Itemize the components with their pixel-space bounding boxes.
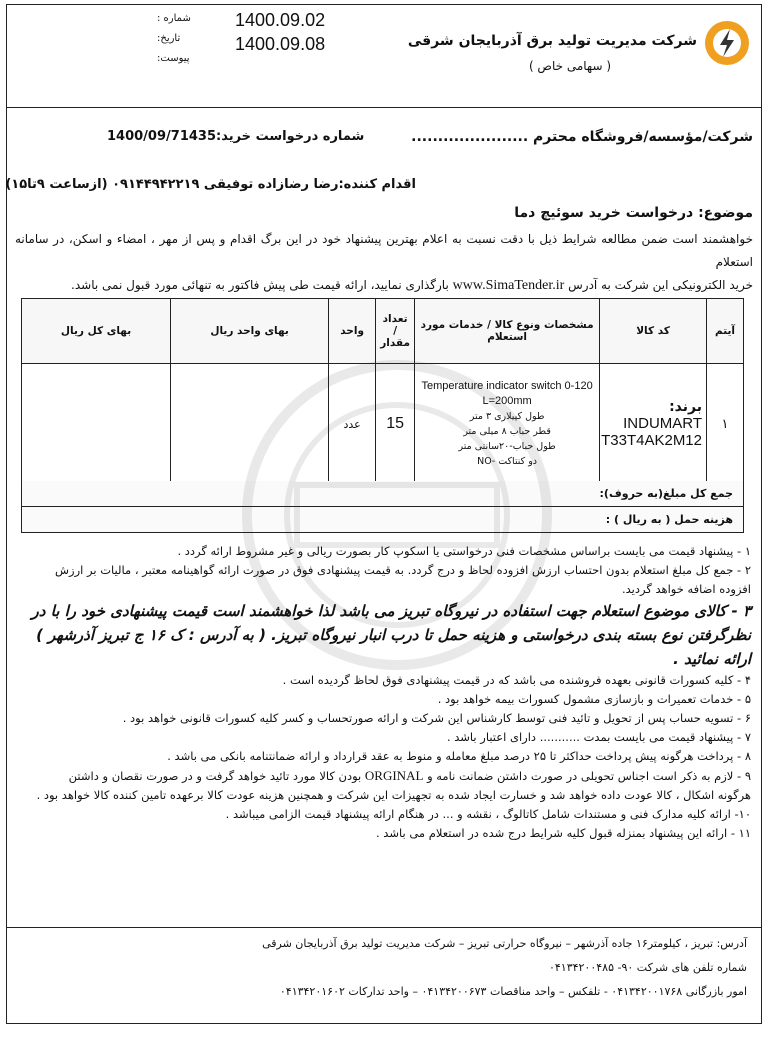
table-row <box>22 364 744 485</box>
intro-line-2b: بارگذاری نمایید، ارائه قیمت طی پیش فاکتور به تنهائی مورد قبول نمی باشد. <box>71 278 449 292</box>
agent-line: اقدام کننده:رضا رضازاده توفیقی ۰۹۱۴۴۹۴۲۲۱۹ (ازساعت ۹تا۱۵) <box>5 177 416 192</box>
intro-line-1: خواهشمند است ضمن مطالعه شرایط ذیل با دقت نسبت به اعلام بهترین پیشنهاد خود در این برگ اقدام و پس از مهر ، امضاء و اسکن، در سامانه استعلام <box>15 232 753 269</box>
company-logo-icon <box>703 19 751 67</box>
col-spec: مشخصات ونوع کالا / خدمات مورد استعلام <box>415 299 600 364</box>
condition-3c: ارائه نمائید . <box>673 650 751 668</box>
header-divider <box>7 107 761 108</box>
cell-qty: 15 <box>376 364 415 485</box>
spec-line-2: L=200mm <box>482 395 532 407</box>
spec-line-1: Temperature indicator switch 0-120 <box>421 380 593 392</box>
spec-line-6: دو کنتاکت -NO <box>477 456 538 467</box>
cell-spec <box>415 364 600 485</box>
table-header-row <box>22 299 744 364</box>
cell-unit-price <box>171 364 329 485</box>
company-name: شرکت مدیریت تولید برق آذربایجان شرقی <box>407 33 697 49</box>
col-total-price: بهای کل ریال <box>22 299 171 364</box>
footer-address: آدرس: تبریز ، کیلومتر۱۶ جاده آذرشهر – نیروگاه حرارتی تبریز – شرکت مدیریت تولید برق آذربایجان شرقی <box>262 937 747 950</box>
document-page <box>6 4 762 1024</box>
condition-1: ۱ - پیشنهاد قیمت می بایست براساس مشخصات فنی درخواستی یا اسکوپ کار بصورت ریالی و غیر مشروط ارائه گردد . <box>177 544 751 558</box>
spec-line-4: قطر حباب ۸ میلی متر <box>463 426 551 437</box>
condition-9b: هرگونه اشکال ، کالا عودت داده خواهد شد و خسارت ایجاد شده به تجهیزات این شرکت و همچنین هزینه عودت کالا برعهده تامین کننده کالا خواهد بود . <box>36 788 751 802</box>
condition-2b: افزوده اضافه خواهد گردید. <box>621 582 751 596</box>
condition-10: ۱۰- ارائه کلیه مدارک فنی و مستندات شامل کاتالوگ ، نقشه و ... در هنگام ارائه پیشنهاد قیمت الزامی میباشد . <box>225 807 751 821</box>
intro-paragraph <box>15 228 753 297</box>
original-word: ORGINAL <box>364 768 424 783</box>
condition-5: ۵ - خدمات تعمیرات و بازسازی مشمول کسورات بیمه خواهد بود . <box>437 692 751 706</box>
spec-line-3: طول کپیلاری ۳ متر <box>469 411 545 422</box>
brand-model: T33T4AK2M12 <box>601 432 702 449</box>
company-type: ( سهامی خاص ) <box>528 59 611 73</box>
cell-code <box>600 364 707 485</box>
cell-total-price <box>22 364 171 485</box>
website-link[interactable]: www.SimaTender.ir <box>452 278 565 293</box>
col-qty: تعداد / مقدار <box>376 299 415 364</box>
condition-7: ۷ - پیشنهاد قیمت می بایست بمدت ........... دارای اعتبار باشد . <box>446 730 751 744</box>
footer-units: امور بازرگانی ۰۴۱۳۴۲۰۰۱۷۶۸ - تلفکس – واحد مناقصات ۰۴۱۳۴۲۰۰۶۷۳ – واحد تدارکات ۰۴۱۳۴۲۰۱۶۰۲ <box>279 985 747 998</box>
condition-8: ۸ - پرداخت هرگونه پیش پرداخت حداکثر تا ۲۵ درصد مبلغ معامله و منوط به عقد قرارداد و ارائه ضمانتنامه بانکی می باشد . <box>167 749 751 763</box>
items-table <box>21 298 744 485</box>
intro-line-2 <box>15 274 753 297</box>
condition-11: ۱۱ - ارائه این پیشنهاد بمنزله قبول کلیه شرایط درج شده در استعلام می باشد . <box>375 826 751 840</box>
number-label: شماره : <box>157 13 191 24</box>
col-unit-price: بهای واحد ریال <box>171 299 329 364</box>
sum-row: جمع کل مبلغ(به حروف): <box>21 481 744 507</box>
condition-2a: ۲ - جمع کل مبلغ استعلام بدون احتساب ارزش افزوده لحاظ و درج گردد. به قیمت پیشنهادی فوق در صورت ارائه گواهینامه معتبر ، مالیات بر ارزش <box>55 563 751 577</box>
col-code: کد کالا <box>600 299 707 364</box>
request-number: شماره درخواست خرید:1400/09/71435 <box>107 129 365 144</box>
footer-divider <box>7 927 761 928</box>
intro-line-2a: خرید الکترونیکی این شرکت به آدرس <box>568 278 753 292</box>
col-unit: واحد <box>329 299 376 364</box>
conditions-list <box>17 542 751 843</box>
condition-9a: ۹ - لازم به ذکر است اجناس تحویلی در صورت داشتن ضمانت نامه و ORGINAL بودن کالا مورد تائید خواهد گرفت و در صورت نقصان و داشتن <box>68 768 751 783</box>
shipping-row: هزینه حمل ( به ریال ) : <box>21 507 744 533</box>
cell-item: ۱ <box>707 364 744 485</box>
footer-phones: شماره تلفن های شرکت ۹۰- ۰۴۱۳۴۲۰۰۴۸۵ <box>548 961 747 974</box>
brand-label: برند: <box>669 399 702 415</box>
date-label: تاریخ: <box>157 33 181 44</box>
date-value: 1400.09.08 <box>235 34 326 54</box>
attachment-label: پیوست: <box>157 53 190 64</box>
spec-line-5: طول حباب-۲۰سانتی متر <box>458 441 556 452</box>
brand-name: INDUMART <box>623 415 702 432</box>
number-value: 1400.09.02 <box>235 10 326 30</box>
condition-3a: ۳ - کالای موضوع استعلام جهت استفاده در نیروگاه تبریز می باشد لذا خواهشمند است قیمت پیشنهادی خود را با در <box>31 602 751 620</box>
condition-4: ۴ - کلیه کسورات قانونی بعهده فروشنده می باشد که در قیمت پیشنهادی فوق لحاظ گردیده است . <box>282 673 751 687</box>
subject-line: موضوع: درخواست خرید سوئیچ دما <box>514 205 753 221</box>
col-item: آیتم <box>707 299 744 364</box>
condition-3b: نظرگرفتن نوع بسته بندی درخواستی و هزینه حمل تا درب انبار نیروگاه تبریز. ( به آدرس : ک ۱۶ ج تبریز آذرشهر ) <box>36 626 751 644</box>
condition-6: ۶ - تسویه حساب پس از تحویل و تائید فنی توسط کارشناس این شرکت و ارائه صورتحساب و کسر کلیه کسورات قانونی خواهد بود . <box>122 711 751 725</box>
cell-unit: عدد <box>329 364 376 485</box>
recipient-line: شرکت/مؤسسه/فروشگاه محترم ...................... <box>411 129 753 145</box>
